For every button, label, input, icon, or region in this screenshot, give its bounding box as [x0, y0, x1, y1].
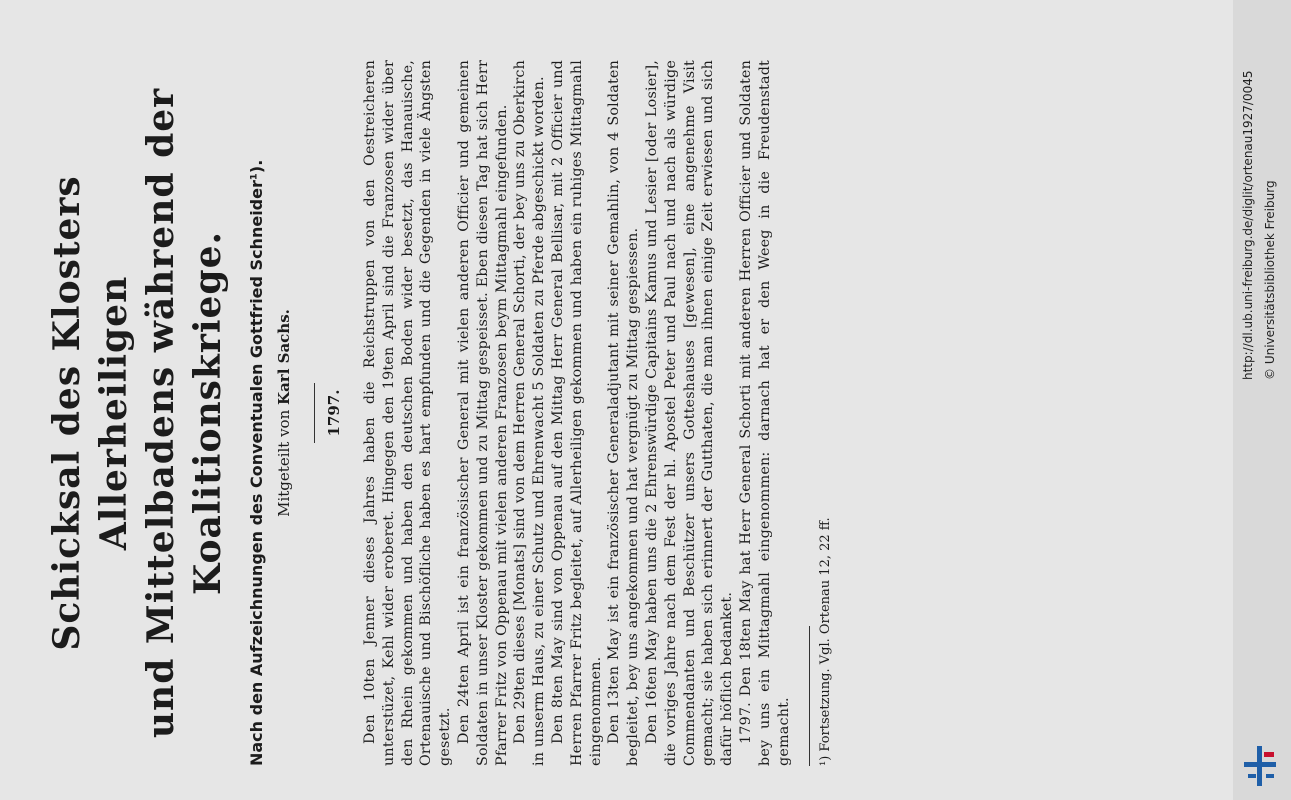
footnote: ¹) Fortsetzung. Vgl. Ortenau 12, 22 ff.: [818, 517, 834, 766]
source-url-link[interactable]: http://dl.ub.uni-freiburg.de/diglit/ortenau1927/0045: [1241, 70, 1255, 380]
title-divider: [314, 383, 315, 443]
sidebar: [1233, 0, 1291, 800]
author-name: Karl Sachs.: [275, 309, 293, 405]
paragraph: Den 8ten May sind von Oppenau auf den Mittag Herr General Bellisar, mit 2 Officier und Herren Pfarrer Fritz begleitet, auf Allerheiligen gekommen und haben ein ruhiges Mittagmahl eingenommen.: [549, 60, 604, 766]
author-prefix: Mitgeteilt von: [275, 409, 293, 517]
document-body: [361, 60, 793, 766]
footnote-divider: [809, 626, 810, 766]
title-line-1: Schicksal des Klosters Allerheiligen: [46, 175, 135, 651]
ub-freiburg-logo-icon: [1240, 744, 1280, 788]
paragraph: Den 10ten Jenner dieses Jahres haben die Reichstruppen von den Oestreicheren unterstüzet, Kehl wider eroberet. Hingegen den 19ten April sind die Franzosen wider über den Rhein gekommen und haben den deutschen Boden wider besetzt, das Hanauische, Ortenauische und Bischöfliche haben es hart empfunden und die Gegenden in viele Ängsten gesetzt.: [362, 60, 454, 766]
document-subtitle: Nach den Aufzeichnungen des Conventualen Gottfried Schneider¹).: [247, 159, 266, 766]
paragraph: 1797. Den 18ten May hat Herr General Schorti mit anderen Herren Officier und Soldaten bey uns ein Mittagmahl eingenommen: darnach hat er den Weeg in die Freudenstadt gemacht.: [737, 60, 792, 766]
sidebar-rotated: [1233, 0, 1291, 800]
year-heading: 1797.: [325, 389, 343, 437]
author-line: [274, 60, 294, 766]
copyright-text: © Universitätsbibliothek Freiburg: [1263, 180, 1277, 380]
paragraph: Den 13ten May ist ein französischer Generaladjutant mit seiner Gemahlin, von 4 Soldaten begleitet, bey uns angekommen und hat vergnügt zu Mittag gespiessen.: [606, 60, 642, 766]
document-title: [44, 60, 232, 766]
title-line-2: und Mittelbadens während der: [140, 87, 182, 739]
paragraph: Den 29ten dieses [Monats] sind von dem Herren General Schorti, der bey uns zu Oberkirch in unserm Haus, zu einer Schutz und Ehrenwacht 5 Soldaten zu Pferde abgeschickt worden.: [512, 60, 548, 766]
title-line-3: Koalitionskriege.: [187, 230, 229, 596]
paragraph: Den 24ten April ist ein französischer General mit vielen anderen Officier und gemeinen Soldaten in unser Kloster gekommen und zu Mittag gespeisset. Eben diesen Tag hat sich Herr Pfarrer Fritz von Oppenau mit vielen anderen Franzosen beym Mittagmahl eingefunden.: [455, 60, 510, 766]
paragraph: Den 16ten May haben uns die 2 Ehrenswürdige Capitains Kamus und Lesier [oder Losier], die voriges Jahre nach dem Fest der hl. Apostel Peter und Paul nach und nach als würdige Commendanten und Beschützer unsers Gotteshauses [gewesen], eine angenehme Visit gemacht; sie haben sich erinnert der Gutthaten, die man ihnen einige Zeit erwiesen und sich dafür höflich bedanket.: [643, 60, 736, 766]
